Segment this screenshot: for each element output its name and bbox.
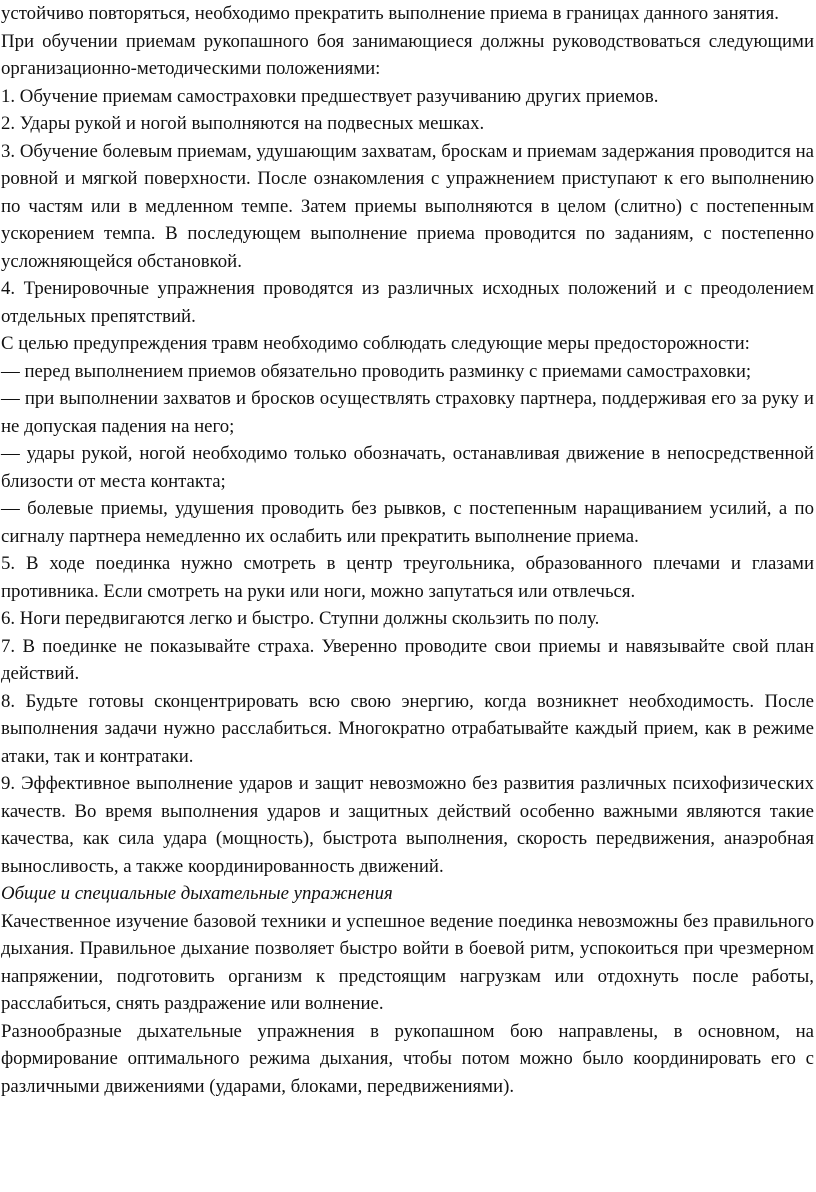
- paragraph-precautions-intro: С целью предупреждения травм необходимо соблюдать следующие меры предосторожности:: [1, 333, 750, 354]
- list-item-1: 1. Обучение приемам самостраховки предшествует разучиванию других приемов.: [1, 85, 659, 107]
- list-item-7: 7. В поединке не показывайте страха. Уверенно проводите свои приемы и навязывайте свой план действий.: [1, 635, 814, 684]
- paragraph-breathing-exercises: Разнообразные дыхательные упражнения в рукопашном бою направлены, в основном, на формирование оптимального режима дыхания, чтобы потом можно было координировать его с различными движениями (ударами, блоками, передвижениями).: [1, 1020, 814, 1097]
- dash-item-painful-holds: — болевые приемы, удушения проводить без рывков, с постепенным наращиванием усилий, а по сигналу партнера немедленно их ослабить или прекратить выполнение приема.: [1, 498, 814, 547]
- list-item-2: 2. Удары рукой и ногой выполняются на подвесных мешках.: [1, 113, 485, 134]
- list-item-5: 5. В ходе поединка нужно смотреть в центр треугольника, образованного плечами и глазами противника. Если смотреть на руки или ноги, можно запутаться или отвлечься.: [1, 553, 814, 602]
- paragraph-breathing-importance: Качественное изучение базовой техники и успешное ведение поединка невозможны без правильного дыхания. Правильное дыхание позволяет быстро войти в боевой ритм, успокоиться при чрезмерном напряжении, подготовить организм к предстоящим нагрузкам или отдохнуть после работы, расслабиться, снять раздражение или волнение.: [1, 910, 814, 1014]
- list-item-9: 9. Эффективное выполнение ударов и защит невозможно без развития различных психофизических качеств. Во время выполнения ударов и защитных действий особенно важными являются такие качества, как сила удара (мощность), быстрота выполнения, скорость передвижения, анаэробная выносливость, а также координированность движений.: [1, 773, 814, 877]
- paragraph-training-intro: При обучении приемам рукопашного боя занимающиеся должны руководствоваться следующими организационно-методическими положениями:: [1, 30, 814, 79]
- dash-item-strikes: — удары рукой, ногой необходимо только обозначать, останавливая движение в непосредственной близости от места контакта;: [1, 443, 814, 492]
- section-heading: Общие и специальные дыхательные упражнения: [1, 883, 393, 904]
- list-item-6: 6. Ноги передвигаются легко и быстро. Ступни должны скользить по полу.: [1, 608, 600, 629]
- list-item-4: 4. Тренировочные упражнения проводятся из различных исходных положений и с преодолением отдельных препятствий.: [1, 278, 814, 327]
- paragraph-continuation: устойчиво повторяться, необходимо прекратить выполнение приема в границах данного занятия.: [1, 3, 779, 24]
- dash-item-warmup: — перед выполнением приемов обязательно проводить разминку с приемами самостраховки;: [1, 360, 752, 382]
- dash-item-partner-safety: — при выполнении захватов и бросков осуществлять страховку партнера, поддерживая его за руку и не допуская падения на него;: [1, 388, 814, 437]
- list-item-3: 3. Обучение болевым приемам, удушающим захватам, броскам и приемам задержания проводится на ровной и мягкой поверхности. После ознакомления с упражнением приступают к его выполнению по частям или в медленном темпе. Затем приемы выполняются в целом (слитно) с постепенным ускорением темпа. В последующем выполнение приема проводится по заданиям, с постепенно усложняющейся обстановкой.: [1, 140, 814, 272]
- list-item-8: 8. Будьте готовы сконцентрировать всю свою энергию, когда возникнет необходимость. После выполнения задачи нужно расслабиться. Многократно отрабатывайте каждый прием, как в режиме атаки, так и контратаки.: [1, 690, 814, 767]
